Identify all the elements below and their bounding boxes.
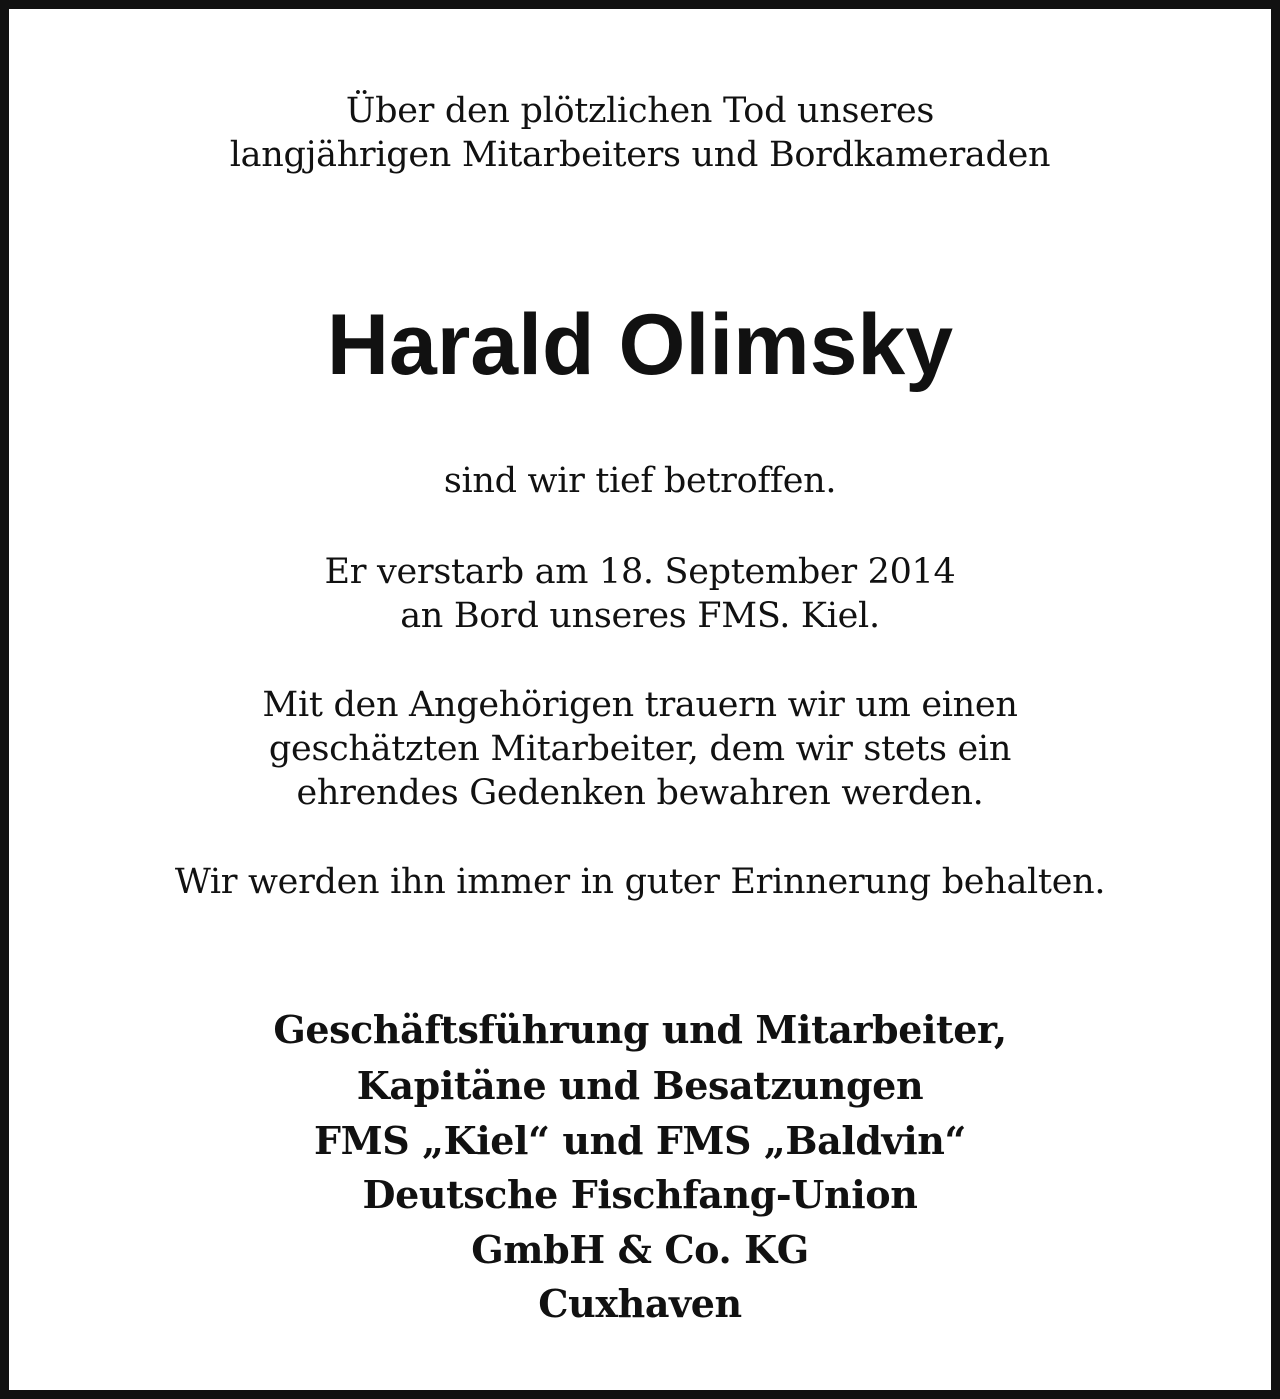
intro-line-2: langjährigen Mitarbeiters und Bordkameraden [229,135,1051,175]
memory-line: Wir werden ihn immer in guter Erinnerung behalten. [174,862,1106,902]
mourning-line-3: ehrendes Gedenken bewahren werden. [296,773,984,813]
signature-line-3: FMS „Kiel“ und FMS „Baldvin“ [314,1118,966,1163]
signature-line-4: Deutsche Fischfang-Union [362,1172,918,1217]
intro-line-1: Über den plötzlichen Tod unseres [345,91,935,131]
after-name-line: sind wir tief betroffen. [443,461,837,501]
deceased-name: Harald Olimsky [326,297,954,393]
death-line-1: Er verstarb am 18. September 2014 [324,552,956,592]
signature-line-6: Cuxhaven [538,1281,742,1326]
mourning-line-2: geschätzten Mitarbeiter, dem wir stets ein [268,729,1012,769]
mourning-line-1: Mit den Angehörigen trauern wir um einen [262,685,1018,725]
signature-line-2: Kapitäne und Besatzungen [356,1063,924,1108]
death-line-2: an Bord unseres FMS. Kiel. [400,596,880,636]
signature-line-5: GmbH & Co. KG [471,1227,809,1272]
signature-line-1: Geschäftsführung und Mitarbeiter, [273,1007,1007,1052]
